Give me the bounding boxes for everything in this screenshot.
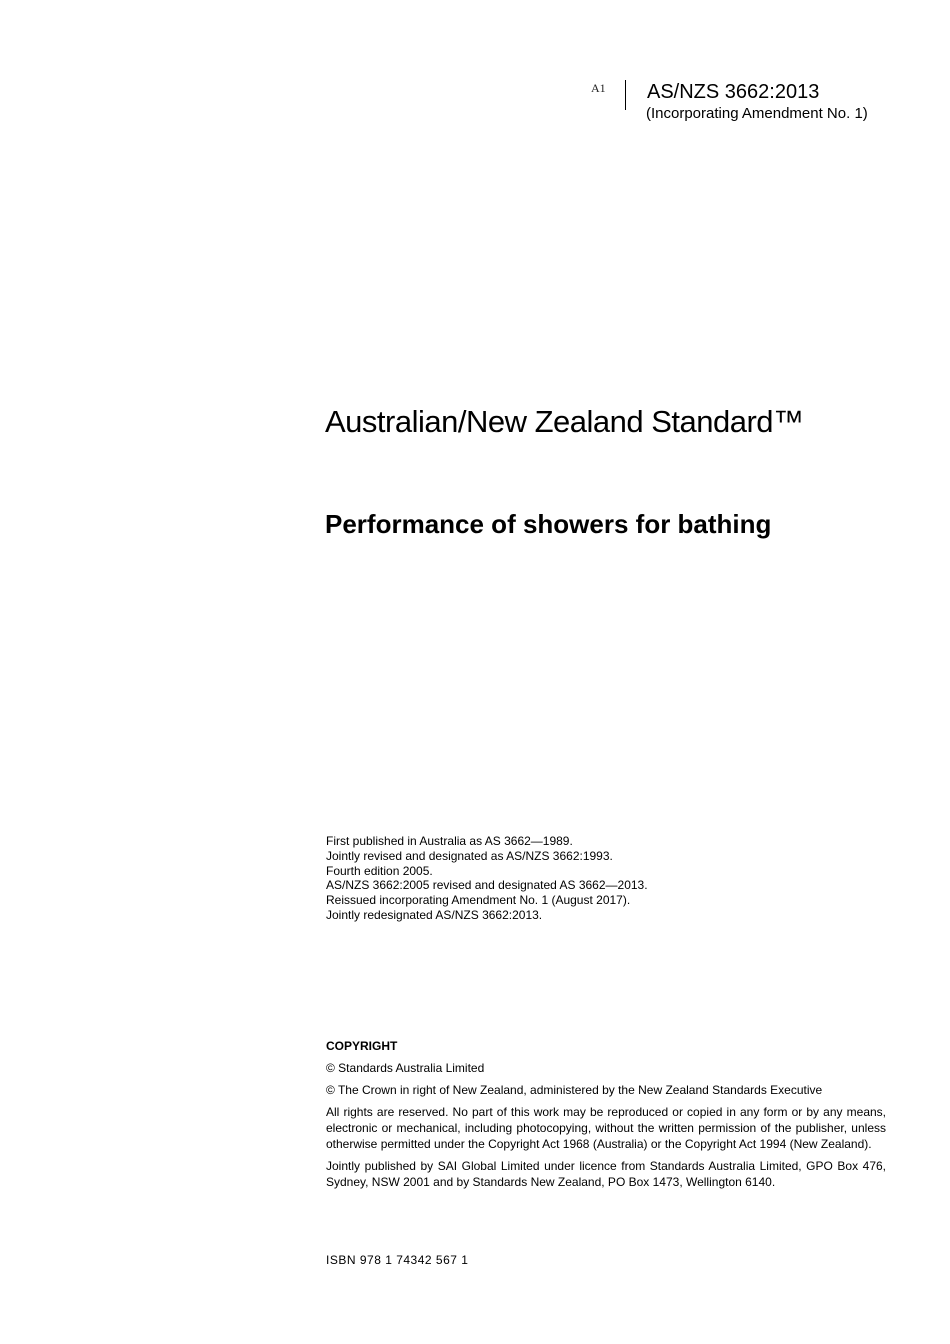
history-line: AS/NZS 3662:2005 revised and designated AS 3662—2013. [326,878,648,893]
history-line: Jointly redesignated AS/NZS 3662:2013. [326,907,543,922]
rights-paragraph: All rights are reserved. No part of this work may be reproduced or copied in any form or by any means, electronic or mechanical, including photocopying, without the written permission of the publisher, unless otherwise permitted under the Copyright Act 1968 (Australia) or the Copyright Act 1994 (New Zealand). [326,1105,886,1151]
copyright-heading: COPYRIGHT [326,1039,398,1053]
copyright-line-australia: © Standards Australia Limited [326,1061,485,1075]
history-line: Jointly revised and designated as AS/NZS 3662:1993. [326,848,613,863]
standard-number: AS/NZS 3662:2013 [647,81,820,103]
history-line: Reissued incorporating Amendment No. 1 (August 2017). [326,893,631,908]
publication-history [326,834,648,923]
copyright-line-new-zealand: © The Crown in right of New Zealand, administered by the New Zealand Standards Executive [326,1083,823,1097]
document-title: Performance of showers for bathing [325,509,772,539]
amendment-marker: A1 [591,81,606,95]
series-title: Australian/New Zealand Standard™ [325,404,804,439]
amendment-change-bar [625,80,626,110]
isbn: ISBN 978 1 74342 567 1 [326,1253,469,1267]
copyright-block [326,1038,886,1196]
amendment-note: (Incorporating Amendment No. 1) [646,105,868,122]
history-line: First published in Australia as AS 3662—1989. [326,834,573,848]
publisher-paragraph: Jointly published by SAI Global Limited under licence from Standards Australia Limited, GPO Box 476, Sydney, NSW 2001 and by Standards New Zealand, PO Box 1473, Wellington 6140. [326,1159,886,1189]
history-line: Fourth edition 2005. [326,863,433,878]
